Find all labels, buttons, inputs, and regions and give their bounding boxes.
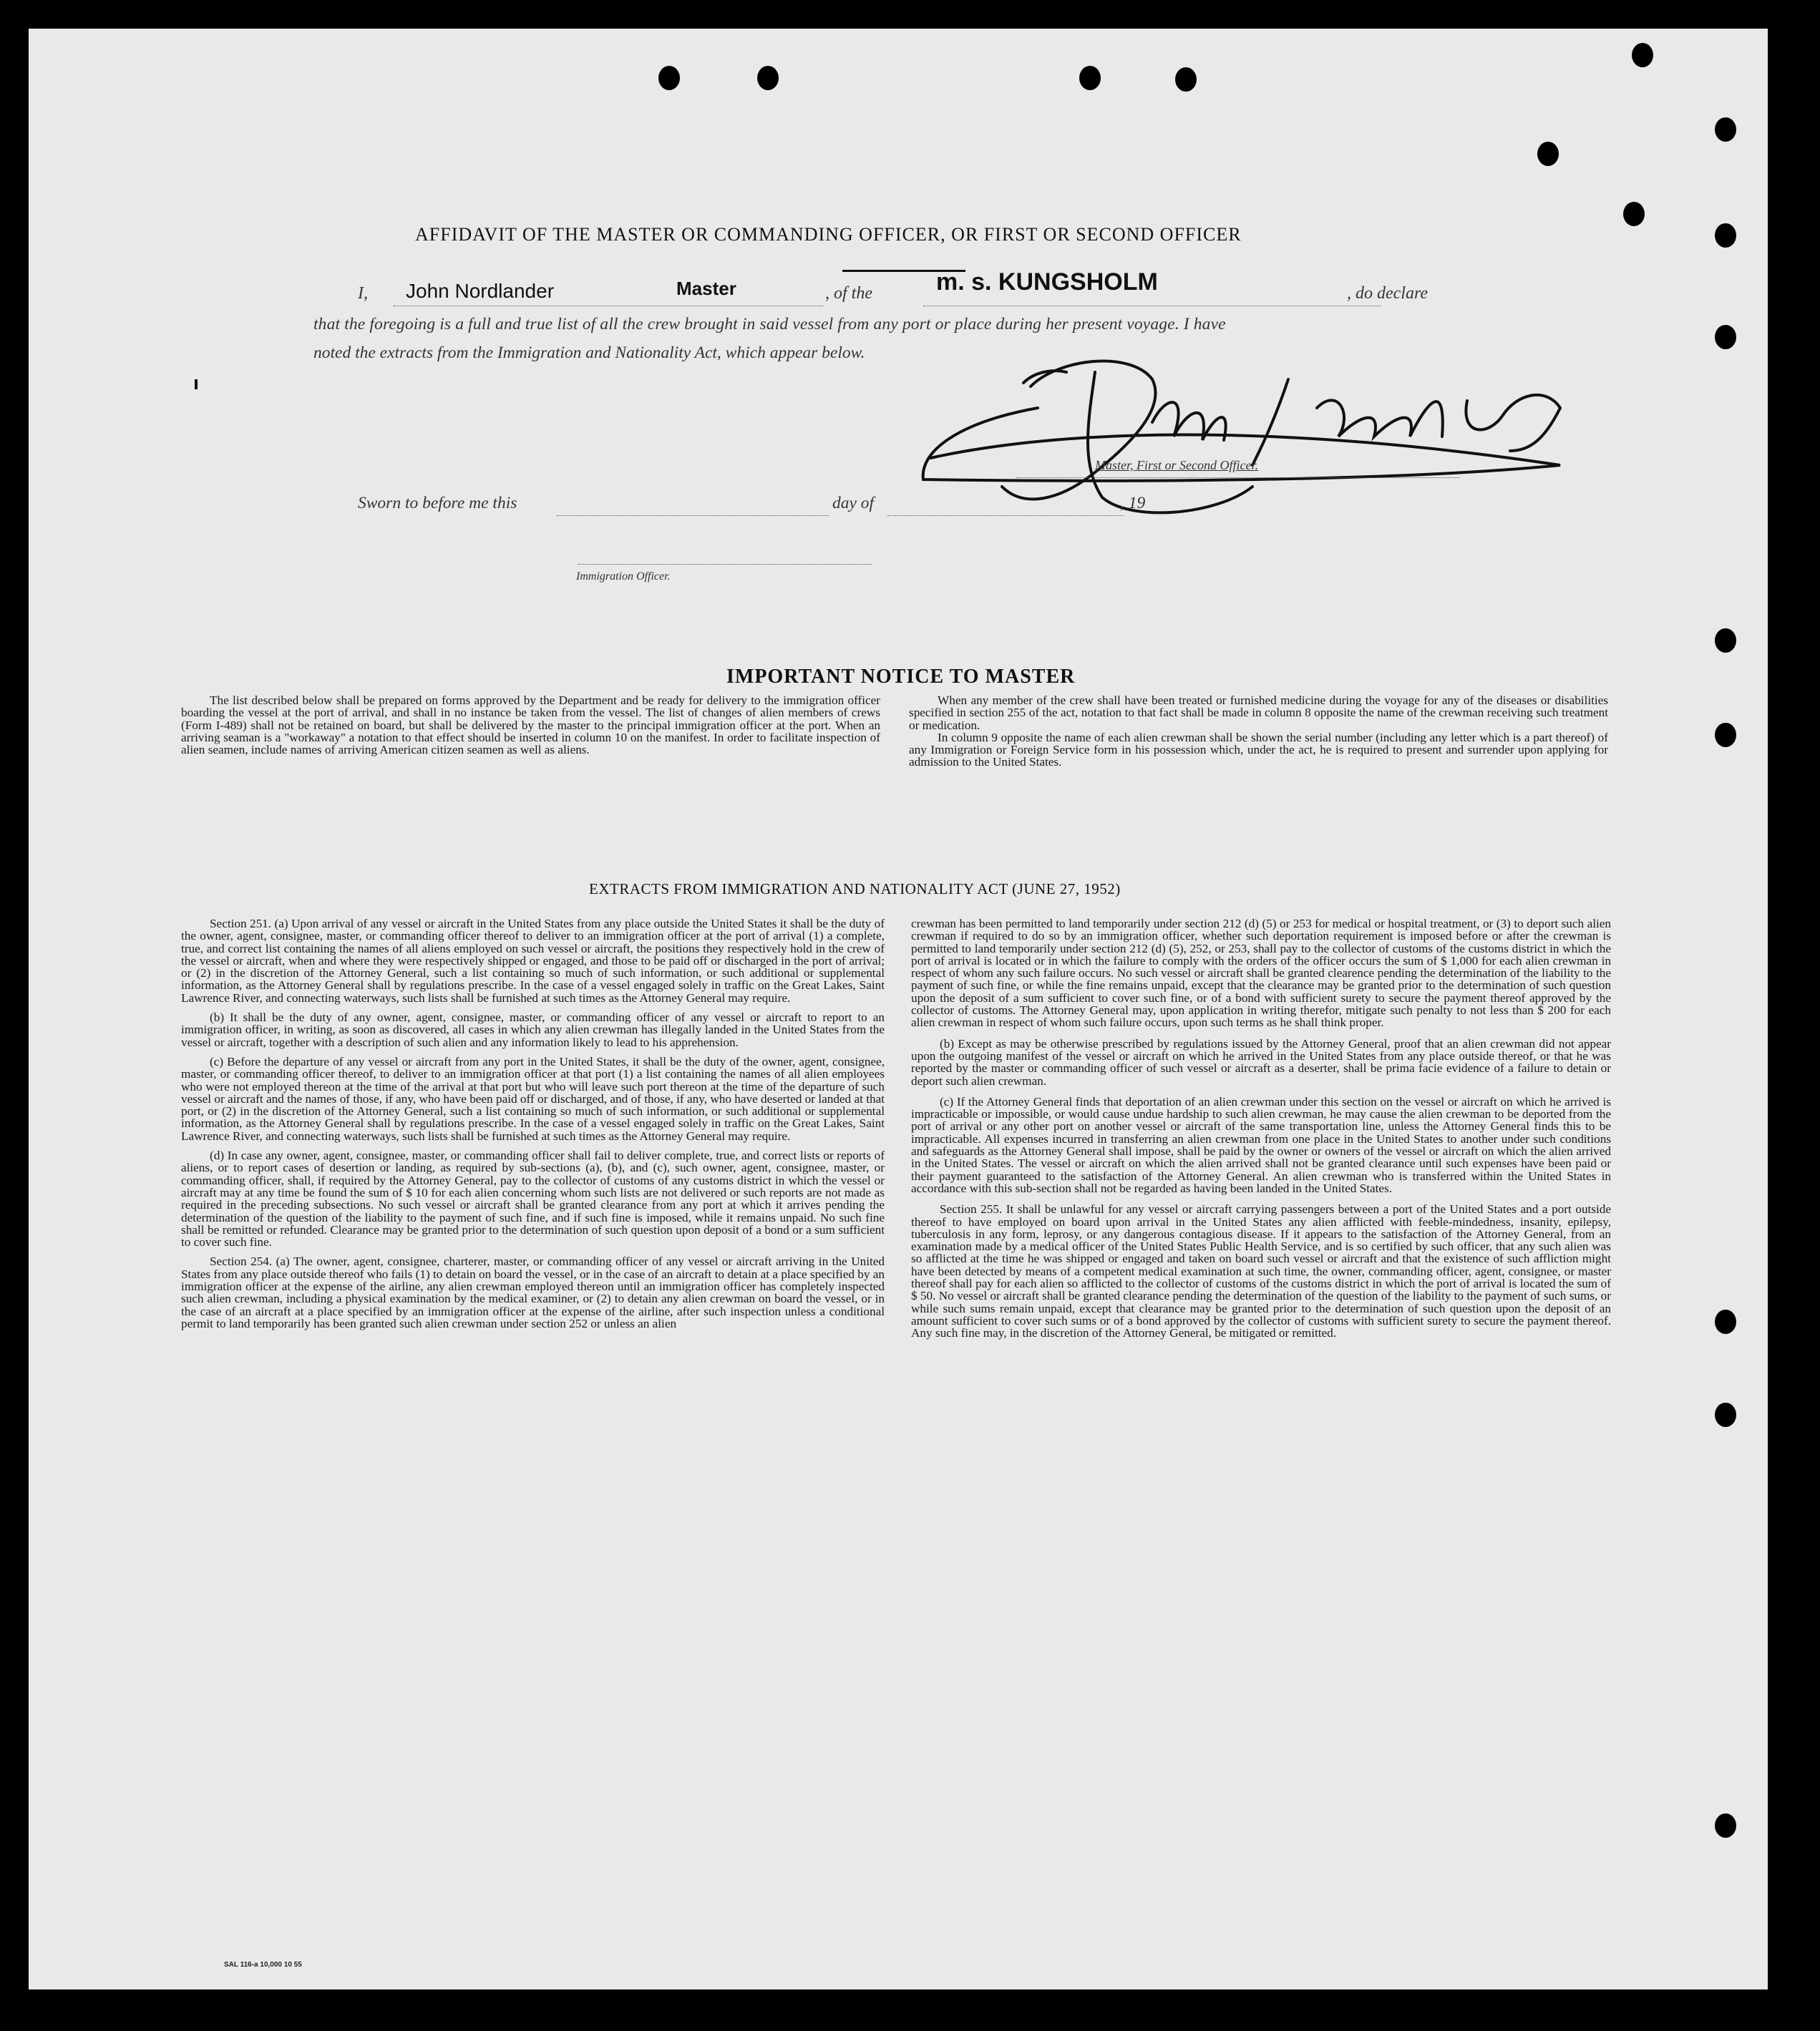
fill-line (557, 515, 829, 516)
decl-i: I, (358, 284, 368, 303)
fill-line (394, 305, 823, 306)
extracts-title: EXTRACTS FROM IMMIGRATION AND NATIONALITY ACT (JUNE 27, 1952) (589, 880, 1121, 897)
punch-hole (1715, 723, 1736, 747)
punch-hole (1623, 202, 1645, 226)
extract-paragraph: Section 255. It shall be unlawful for any vessel or aircraft carrying passengers between a port of the United States and a port outside thereof to have employed on board upon arrival in the United States any alien afflicted with feeble-mindedness, insanity, epilepsy, tuberculosis in any form, leprosy, or any dangerous contagious disease. If it appears to the satisfaction of the Attorney General, from an examination made by a medical officer of the United States Public Health Service, and is so certified by such officer, that any such alien was so afflicted at the time he was shipped or engaged and taken on board such vessel or aircraft and that the existence of such affliction might have been detected by means of a competent medical examination at such time, the owner, commanding officer, agent, consignee, or master thereof shall pay for each alien so afflicted to the collector of customs of the customs district in which the port of arrival is located the sum of $ 50. No vessel or aircraft shall be granted clearance pending the determination of the question of the liability to the payment of such sums, or while such sums remain unpaid, except that clearance may be granted prior to the determination of such question upon the deposit of an amount sufficient to cover such sums or of a bond approved by the collector of customs with sufficient surety to secure the payment thereof. Any such fine may, in the discretion of the Attorney General, be mitigated or remitted. (911, 1202, 1611, 1340)
extract-paragraph: (d) In case any owner, agent, consignee, master, or commanding officer shall fail to deliver complete, true, and correct lists or reports of aliens, or to report cases of desertion or landing, as required by sub-sections (a), (b), and (c), such owner, agent, consignee, master, or commanding officer, shall, if required by the Attorney General, pay to the collector of customs of any customs district in which the vessel or aircraft may at any time be found the sum of $ 10 for each alien concerning whom such lists are not delivered or such reports are not made as required in the preceding subsections. No such vessel or aircraft shall be granted clearance from any port at which it arrives pending the determination of the question of the liability to the payment of such fine, and if such fine is imposed, while it remains unpaid. No such fine shall be remitted or refunded. Clearance may be granted prior to the determination of such question upon deposit of a bond or a sum sufficient to cover such fine. (181, 1149, 885, 1250)
vessel-name: m. s. KUNGSHOLM (936, 268, 1158, 296)
punch-hole (1715, 223, 1736, 248)
affidavit-title: AFFIDAVIT OF THE MASTER OR COMMANDING OFFICER, OR FIRST OR SECOND OFFICER (415, 224, 1242, 245)
decl-line-3: noted the extracts from the Immigration and Nationality Act, which appear below. (313, 344, 865, 362)
punch-hole (1537, 142, 1559, 166)
sworn-label: Sworn to before me this (358, 494, 517, 512)
decl-do-declare: , do declare (1347, 284, 1429, 303)
signature-caption: Master, First or Second Officer. (1095, 458, 1258, 472)
document-page (29, 29, 1768, 1989)
fill-line (923, 305, 1381, 306)
year-label: , 19 (1120, 494, 1146, 512)
fill-line (887, 515, 1124, 516)
extracts-right-column (911, 917, 1611, 1340)
notice-right-column (909, 694, 1608, 769)
decl-line-2: that the foregoing is a full and true list of all the crew brought in said vessel from any port or place during her present voyage. I have (313, 315, 1226, 333)
extracts-left-column (181, 917, 885, 1330)
extract-paragraph: Section 254. (a) The owner, agent, consignee, charterer, master, or commanding officer of any vessel or aircraft arriving in the United States from any place outside thereof who fails (1) to detain on board the vessel, or in the case of an aircraft to detain at a place specified by an immigration officer at the expense of the airline, any alien crewman employed thereon until an immigration officer has completely inspected such alien crewman, including a physical examination by the medical examiner, or (2) to detain any alien crewman on board the vessel, or in the case of an aircraft at a place specified by an immigration officer at the expense of the airline, after such inspection unless a conditional permit to land temporarily has been granted such alien crewman under section 252 or unless an alien (181, 1255, 885, 1330)
punch-hole (658, 66, 680, 90)
notice-left-column (181, 694, 880, 756)
punch-hole (1715, 628, 1736, 653)
signature-image (916, 344, 1582, 530)
notice-paragraph: When any member of the crew shall have been treated or furnished medicine during the voyage for any of the diseases or disabilities specified in section 255 of the act, notation to that fact shall be made in column 8 opposite the name of the crewman receiving such treatment or medication. (909, 693, 1608, 732)
punch-hole (1632, 43, 1653, 67)
extract-paragraph: Section 251. (a) Upon arrival of any vessel or aircraft in the United States from any place outside the United States it shall be the duty of the owner, agent, consignee, master, or commanding officer thereof to deliver to an immigration officer at the port of arrival (1) a complete, true, and correct list containing the names of all aliens employed on such vessel or aircraft, the positions they respectively hold in the crew of the vessel or aircraft, when and where they were respectively shipped or engaged, and those to be paid off or discharged in the port of arrival; or (2) in the discretion of the Attorney General, such a list containing so much of such information, or such additional or supplemental information, as the Attorney General shall by regulations prescribe. In the case of a vessel engaged solely in traffic on the Great Lakes, Saint Lawrence River, and connecting waterways, such lists shall be furnished at such times as the Attorney General may require. (181, 917, 885, 1005)
punch-hole (1715, 1813, 1736, 1838)
officer-rank: Master (676, 278, 736, 299)
day-of-label: day of (832, 494, 875, 512)
extract-paragraph: (c) If the Attorney General finds that deportation of an alien crewman under this section on the vessel or aircraft on which he arrived is impracticable or impossible, or would cause undue hardship to such alien crewman, he may cause the alien crewman to be deported from the port of arrival or any other port on another vessel or aircraft of the same transportation line, unless the Attorney General finds this to be impracticable. All expenses incurred in transferring an alien crewman from one place in the United States to another under such conditions and safeguards as the Attorney General shall impose, shall be paid by the owner or owners of the vessel or aircraft on which the alien arrived in the United States. The vessel or aircraft on which the alien arrived shall not be granted clearance until such expenses have been paid or their payment guaranteed to the satisfaction of the Attorney General. An alien crewman who is transferred within the United States in accordance with this sub-section shall not be regarded as having been landed in the United States. (911, 1094, 1611, 1195)
notice-paragraph: The list described below shall be prepared on forms approved by the Department and be ready for delivery to the immigration officer boarding the vessel at the port of arrival, and shall in no instance be taken from the vessel. The list of changes of alien members of crews (Form I-489) shall not be retained on board, but shall be delivered by the master to the principal immigration officer at the port. When an arriving seaman is a "workaway" a notation to that effect should be inserted in column 10 on the manifest. In order to facilitate inspection of alien seamen, include names of arriving American citizen seamen as well as aliens. (181, 693, 880, 757)
form-number: SAL 116-a 10,000 10 55 (224, 1961, 302, 1969)
punch-hole (1079, 66, 1101, 90)
ink-mark (195, 379, 198, 389)
extract-paragraph: (c) Before the departure of any vessel or aircraft from any port in the United States, it shall be the duty of the owner, agent, consignee, master, or commanding officer thereof, to deliver to an immigration officer at that port (1) a list containing the names of all alien employees who were not employed thereon at the time of the arrival at that port but who will leave such port thereon at the time of the departure of such vessel or aircraft and the names of those, if any, who have been paid off or discharged, and of those, if any, who have deserted or landed at that port, or (2) in the discretion of the Attorney General, such a list containing so much of such information, or such additional or supplemental information, as the Attorney General shall by regulations prescribe. In the case of a vessel engaged solely in traffic on the Great Lakes, Saint Lawrence River, and connecting waterways, such lists shall be furnished at such times as the Attorney General may require. (181, 1054, 885, 1143)
punch-hole (1715, 1403, 1736, 1427)
notice-title: IMPORTANT NOTICE TO MASTER (726, 666, 1076, 688)
extract-paragraph: (b) Except as may be otherwise prescribed by regulations issued by the Attorney General, proof that an alien crewman did not appear upon the outgoing manifest of the vessel or aircraft on which he arrived in the United States from any place outside thereof, or that he was reported by the master or commanding officer of such vessel or aircraft as a deserter, shall be prima facie evidence of a failure to detain or deport such alien crewman. (911, 1036, 1611, 1088)
decl-of-the: , of the (825, 284, 872, 303)
punch-hole (1715, 325, 1736, 349)
punch-hole (1175, 67, 1197, 92)
master-name: John Nordlander (406, 280, 555, 302)
fill-line (578, 563, 872, 565)
notice-paragraph: In column 9 opposite the name of each alien crewman shall be shown the serial number (including any letter which is a part thereof) of any Immigration or Foreign Service form in his possession which, under the act, he is required to present and surrender upon applying for admission to the United States. (909, 730, 1608, 769)
signature-line (1016, 477, 1460, 478)
punch-hole (1715, 1310, 1736, 1334)
punch-hole (757, 66, 779, 90)
extract-paragraph: crewman has been permitted to land temporarily under section 212 (d) (5) or 253 for medical or hospital treatment, or (3) to deport such alien crewman if required to do so by an immigration officer, whether such deportation requirement is imposed before or after the crewman is permitted to land temporarily under section 212 (d) (5), 252, or 253, shall pay to the collector of customs of the customs district in which the port of arrival is located or in which the failure to comply with the orders of the officer occurs the sum of $ 1,000 for each alien crewman in respect of whom any such failure occurs. No such vessel or aircraft shall be granted clearence pending the determination of the liability to the payment of such fine, or while the fine remains unpaid, except that the clearance may be granted prior to the determination of such question upon the deposit of a sum sufficient to cover such fine, or of a bond with sufficient surety to secure the payment thereof approved by the collector of customs. The Attorney General may, upon application in writing therefor, mitigate such penalty to not less than $ 200 for each alien crewman in respect of whom such failure occurs, upon such terms as he shall think proper. (911, 917, 1611, 1030)
extract-paragraph: (b) It shall be the duty of any owner, agent, consignee, master, or commanding officer of any vessel or aircraft to report to an immigration officer, in writing, as soon as discovered, all cases in which any alien crewman has illegally landed in the United States from the vessel or aircraft, together with a description of such alien and any information likely to lead to his apprehension. (181, 1010, 885, 1049)
immigration-officer-label: Immigration Officer. (576, 570, 671, 583)
punch-hole (1715, 117, 1736, 142)
